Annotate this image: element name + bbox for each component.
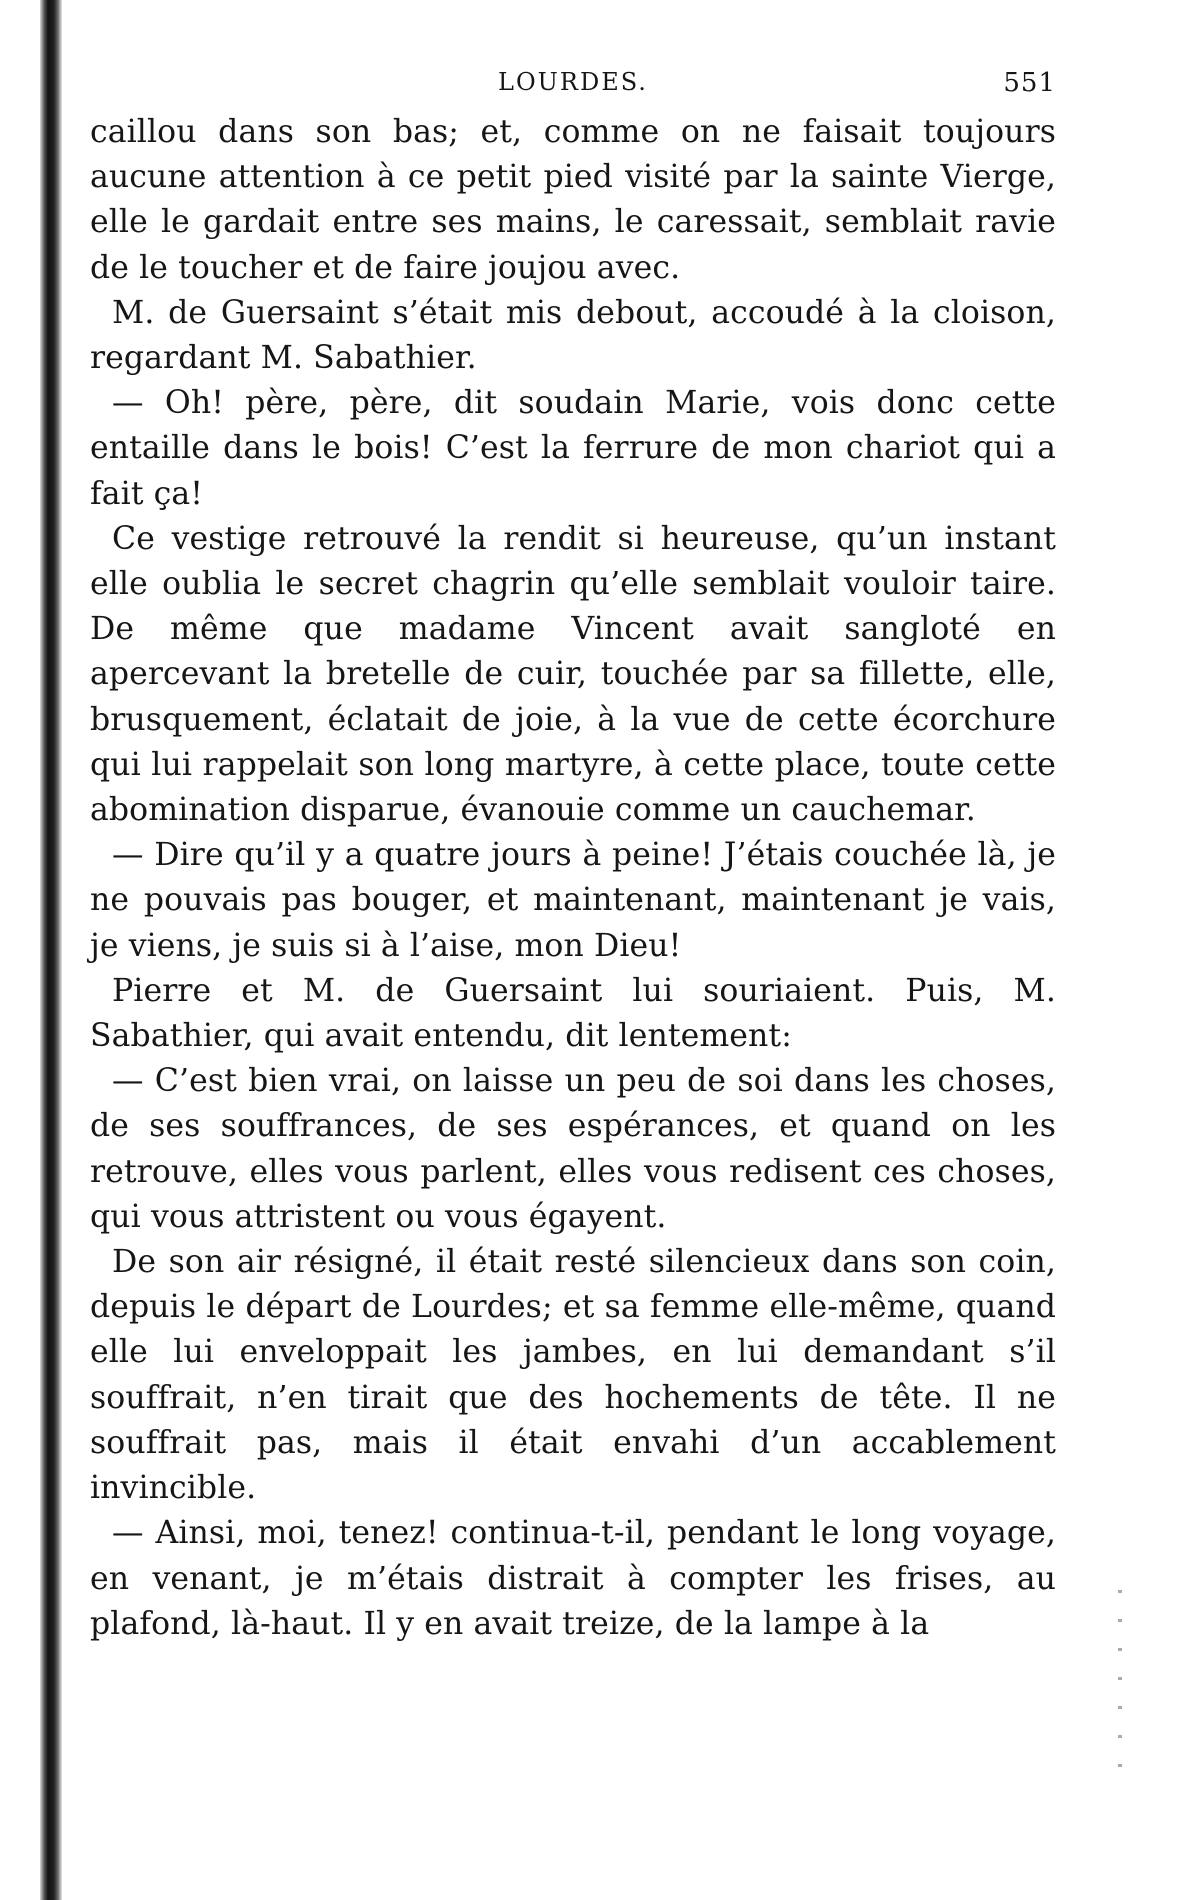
running-head bbox=[90, 40, 1056, 100]
scan-mark bbox=[1118, 1648, 1122, 1651]
scan-mark bbox=[1118, 1590, 1122, 1593]
scan-mark bbox=[1118, 1706, 1122, 1709]
scan-mark bbox=[1118, 1677, 1122, 1680]
paragraph: De son air résigné, il était resté silencieux dans son coin, depuis le départ de Lourdes; et sa femme elle-même, quand elle lui enveloppait les jambes, en lui demandant s’il souffrait, n’en tirait que des hochements de tête. Il ne souffrait pas, mais il était envahi d’un accablement invincible. bbox=[90, 1244, 1056, 1507]
paragraph: M. de Guersaint s’était mis debout, accoudé à la cloison, regardant M. Sabathier. bbox=[90, 294, 1056, 377]
paragraph-dialogue: — Ainsi, moi, tenez! continua-t-il, pendant le long voyage, en venant, je m’étais distrait à compter les frises, au plafond, là-haut. Il y en avait treize, de la lampe à la bbox=[90, 1515, 1056, 1642]
paragraph: Pierre et M. de Guersaint lui souriaient. Puis, M. Sabathier, qui avait entendu, dit lentement: bbox=[90, 972, 1056, 1055]
scan-mark bbox=[1118, 1735, 1122, 1738]
body-text bbox=[90, 110, 1056, 1647]
book-spine-shadow bbox=[40, 0, 62, 1900]
paragraph-continuation: caillou dans son bas; et, comme on ne faisait toujours aucune attention à ce petit pied visité par la sainte Vierge, elle le gardait entre ses mains, le caressait, semblait ravie de le toucher et de faire joujou avec. bbox=[90, 114, 1056, 286]
paragraph-dialogue: — C’est bien vrai, on laisse un peu de soi dans les choses, de ses souffrances, de ses espérances, et quand on les retrouve, elles vous parlent, elles vous redisent ces choses, qui vous attristent ou vous égayent. bbox=[90, 1063, 1056, 1235]
margin-scan-marks bbox=[1118, 1590, 1124, 1810]
scan-mark bbox=[1118, 1619, 1122, 1622]
book-page bbox=[90, 40, 1056, 1840]
scan-mark bbox=[1118, 1764, 1122, 1767]
paragraph-dialogue: — Oh! père, père, dit soudain Marie, vois donc cette entaille dans le bois! C’est la ferrure de mon chariot qui a fait ça! bbox=[90, 385, 1056, 512]
paragraph-dialogue: — Dire qu’il y a quatre jours à peine! J’étais couchée là, je ne pouvais pas bouger, et maintenant, maintenant je vais, je viens, je suis si à l’aise, mon Dieu! bbox=[90, 837, 1056, 964]
page-number: 551 bbox=[1003, 68, 1056, 98]
header-title: LOURDES. bbox=[498, 68, 648, 96]
paragraph: Ce vestige retrouvé la rendit si heureuse, qu’un instant elle oublia le secret chagrin qu’elle semblait vouloir taire. De même que madame Vincent avait sangloté en apercevant la bretelle de cuir, touchée par sa fillette, elle, brusquement, éclatait de joie, à la vue de cette écorchure qui lui rappelait son long martyre, à cette place, toute cette abomination disparue, évanouie comme un cauchemar. bbox=[90, 520, 1056, 829]
